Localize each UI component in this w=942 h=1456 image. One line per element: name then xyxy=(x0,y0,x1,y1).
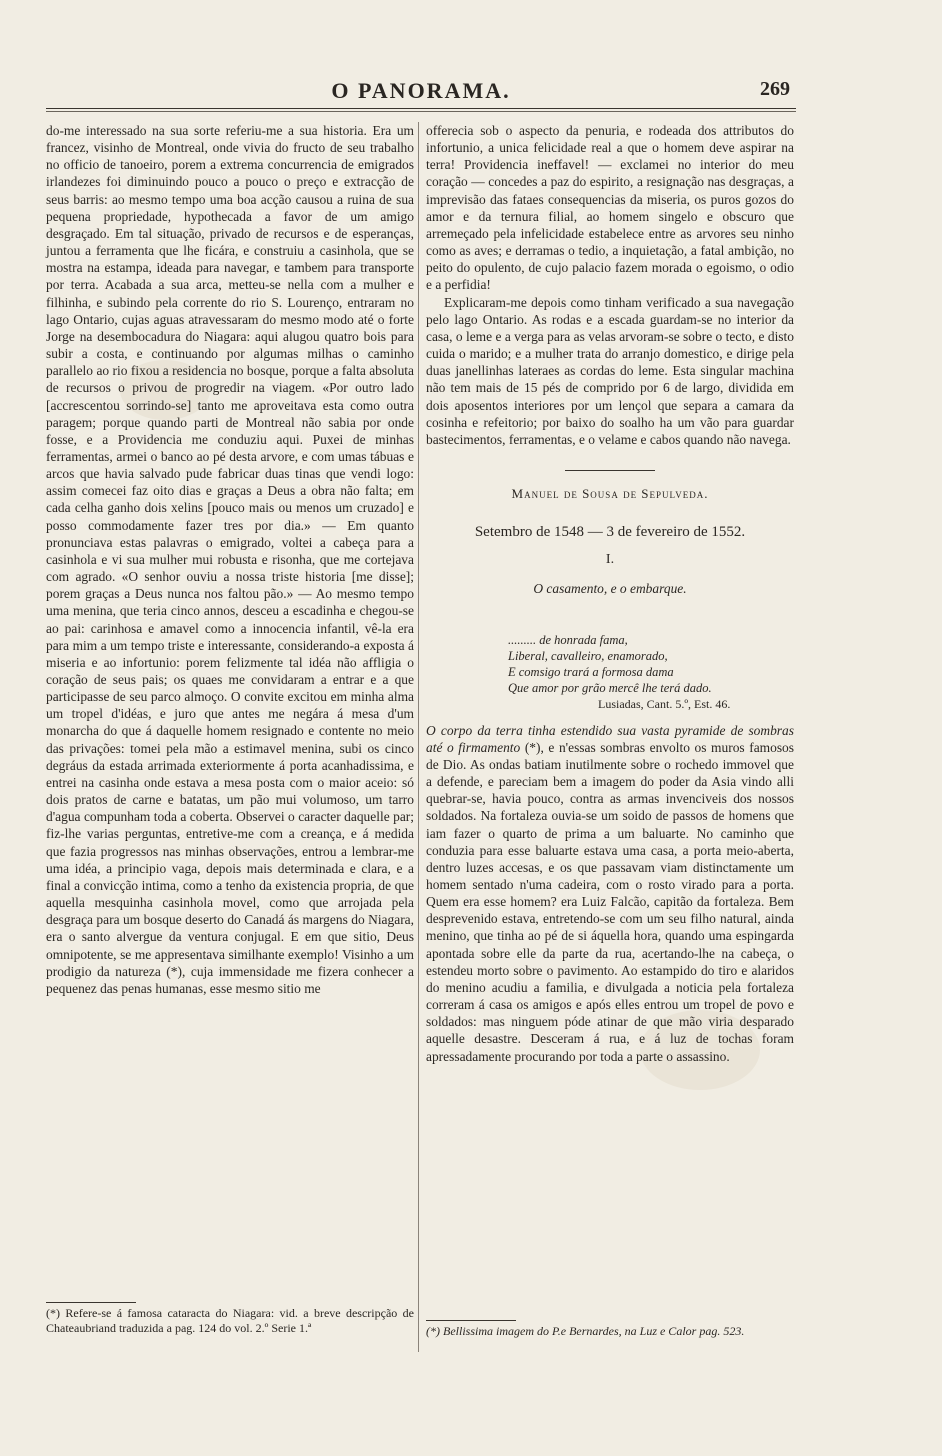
footnote-left: (*) Refere-se á famosa cataracta do Niagara: vid. a breve descripção de Chateaubriand traduzida a pag. 124 do vol. 2.º Serie 1.ª xyxy=(46,1306,414,1335)
epigraph xyxy=(508,632,794,712)
body-paragraph: do-me interessado na sua sorte referiu-me a sua historia. Era um francez, visinho de Montreal, onde vivia do fructo de seu trabalho no officio de tanoeiro, porem a extrema concurrencia de emigrados irlandezes foi diminuindo pouco a pouco o preço e extracção de seus barris: ao mesmo tempo uma boa acção causou a ruina de sua pequena propriedade, hypothecada a favor de um amigo desgraçado. Em tal situação, privado de recursos e de esperanças, juntou a ferramenta que lhe ficára, e construiu a casinhola, que se mostra na estampa, ideada para navegar, e tambem para transporte por terra. Acabada a sua arca, metteu-se nella com a mulher e filhinha, e subindo pela corrente do rio S. Lourenço, entraram no lago Ontario, cujas aguas atravessaram do mesmo modo até o forte Jorge na desembocadura do Niagara: aqui alugou quatro bois para subir a costa, e continuando por algumas milhas o caminho parallelo ao rio fixou a residencia no bosque, porque a falta absoluta de recursos o privou de progredir na viagem. «Por outro lado [accrescentou sorrindo-se] tanto me aproveitava esta como outra paragem; porque quando parti de Montreal não sabia por onde fosse, e a Providencia me conduziu aqui. Puxei de minhas ferramentas, armei o banco ao pé desta arvore, e com umas tábuas e arcos que havia salvado pude fabricar duas tinas que vendi logo: assim comecei faz oito dias e graças a Deus a obra não falta; em cada celha ganho dois xelins [pouco mais ou menos um cruzado] e posso commodamente fazer tres por dia.» — Em quanto pronunciava estas palavras o emigrado, voltei a cabeça para a casinhola e vi sua mulher mui robusta e risonha, que me cortejava com agrado. «O senhor ouviu a nossa triste historia [me disse]; porem graças a Deus nunca nos faltou pão.» — Ao mesmo tempo uma menina, que teria cinco annos, desceu a escadinha e chegou-se ao pai: carinhosa e amavel como a innocencia infantil, vê-la era para mim a um tempo triste e interessante, considerando-a exposta á miseria e ao infortunio: porem felizmente tal idéa não affligia o coração de seus pais; os quaes me convidaram a entrar e a que participasse de seu parco almoço. O convite excitou em minha alma um tropel d'idéas, e juro que antes me negára á mesa d'um monarcha do que á daquelle homem resignado e contente no meio das privações: tomei pela mão a estimavel menina, subi os cinco degráus da estada arrimada exteriormente á porta acanhadissima, e entrei na casinha onde estava a mesa posta com o maior aceio: só dois pratos de carne e batatas, um pão mui volumoso, um tarro d'agua compunham toda a coberta. Observei o caracter daquelle par; fiz-lhe varias perguntas, entretive-me com a creança, e á medida que fazia progressos nas minhas observações, entrou a lembrar-me uma idéa, a principio vaga, depois mais determinada e clara, e a final a convicção intima, como a tenho da existencia propria, de que aquella mesquinha casinhola movel, como que arrojada pela desgraça para um bosque deserto do Canadá ás margens do Niagara, era o santo alvergue da ventura conjugal. E em que sitio, Deus omnipotente, se me appresentava similhante exemplo! Visinho a um prodigio da natureza (*), cuja immensidade me fizera conhecer a pequenez das penas humanas, esse mesmo sitio me xyxy=(46,123,414,996)
verse-line: Que amor por grão mercê lhe terá dado. xyxy=(508,680,712,695)
column-divider xyxy=(418,122,419,1352)
footnote-right: (*) Bellissima imagem do P.e Bernardes, na Luz e Calor pag. 523. xyxy=(426,1324,745,1338)
footnote-rule xyxy=(426,1320,516,1321)
right-column xyxy=(426,122,794,1065)
body-paragraph: offerecia sob o aspecto da penuria, e rodeada dos attributos do infortunio, a unica felicidade real a que o homem deve aspirar na terra! Providencia ineffavel! — exclamei no interior do meu coração — concedes a paz do espirito, a resignação nas desgraças, a imprevisão das fataes consequencias da miseria, os puros gozos do amor e da ternura filial, ao homem singelo e obscuro que arremeçado pela infelicidade estabelece entre as arvores seu ninho como as aves; e derramas o tedio, a inquietação, a fatal ambição, no peito do opulento, de cujo palacio fazem morada o egoismo, o odio e a perfidia! xyxy=(426,123,794,293)
article-dates: Setembro de 1548 — 3 de fevereiro de 1552. xyxy=(474,524,746,541)
section-rule xyxy=(565,470,655,471)
body-paragraph: Explicaram-me depois como tinham verificado a sua navegação pelo lago Ontario. As rodas e a escada guardam-se no interior da casa, o leme e a verga para as velas arvoram-se sobre o tecto, e disto cuida o marido; e a mulher trata do arranjo domestico, e dirige pela duas janellinhas lateraes as cordas do leme. Esta singular machina não tem mais de 15 pés de comprido por 6 de largo, dividida em dois aposentos interiores por um lençol que separa a camara da cosinha e refeitorio; por baixo do soalho ha um vão para guardar bastecimentos, ferramentas, e o velame e cabos quando não navega. xyxy=(426,294,794,447)
verse-line: E comsigo trará a formosa dama xyxy=(508,664,674,679)
verse-line: Liberal, cavalleiro, enamorado, xyxy=(508,648,668,663)
paragraph-text: (*), e n'essas sombras envolto os muros famosos de Dio. As ondas batiam inutilmente sobre o rochedo immovel que a defende, e pareciam bem a imagem do poder da Asia vindo alli quebrar-se, havia pouco, contra as armas invenciveis dos nossos soldados. Na fortaleza ouvia-se um soido de passos de homens que iam fazer o quarto de prima a um baluarte. No caminho que conduzia para esse baluarte estava uma casa, a porta meio-aberta, dentro luzes accesas, e os que passavam viam distinctamente um homem sentado n'uma cadeira, com o rosto virado para a porta. Quem era esse homem? era Luiz Falcão, capitão da fortaleza. Bem desprevenido estava, entretendo-se com um seu filho natural, ainda menino, que tinha ao pé de si áquella hora, quando uma espingarda apontada sobre elle da parte da rua, acertando-lhe na cabeça, o estendeu morto sobre o pavimento. Ao estampido do tiro e alaridos do menino acudiu a familia, e divulgada a noticia pela fortaleza correram á casa os amigos e após elles entrou um tropel de povo e soldados: mas ninguem póde atinar de que mão viria desparado aquelle desastre. Desceram á rua, e á luz de tochas foram apressadamente procurando por toda a parte o assassino. xyxy=(426,739,795,1064)
footnote-rule xyxy=(46,1302,136,1303)
left-column xyxy=(46,122,414,997)
body-paragraph xyxy=(426,722,794,1065)
header-rule xyxy=(46,108,796,109)
page-title: O PANORAMA. xyxy=(331,78,511,103)
page-header xyxy=(46,74,796,104)
chapter-title: O casamento, e o embarque. xyxy=(533,581,687,597)
chapter-number: I. xyxy=(605,552,615,568)
epigraph-source: Lusiadas, Cant. 5.º, Est. 46. xyxy=(598,696,731,711)
italic-opening: O corpo da terra tinha estendido sua vasta pyramide de sombras até o firmamento xyxy=(426,722,794,755)
page-number: 269 xyxy=(760,78,790,100)
verse-line: ......... de honrada fama, xyxy=(508,632,628,647)
header-rule xyxy=(46,111,796,112)
article-title: Manuel de Sousa de Sepulveda. xyxy=(511,485,709,501)
